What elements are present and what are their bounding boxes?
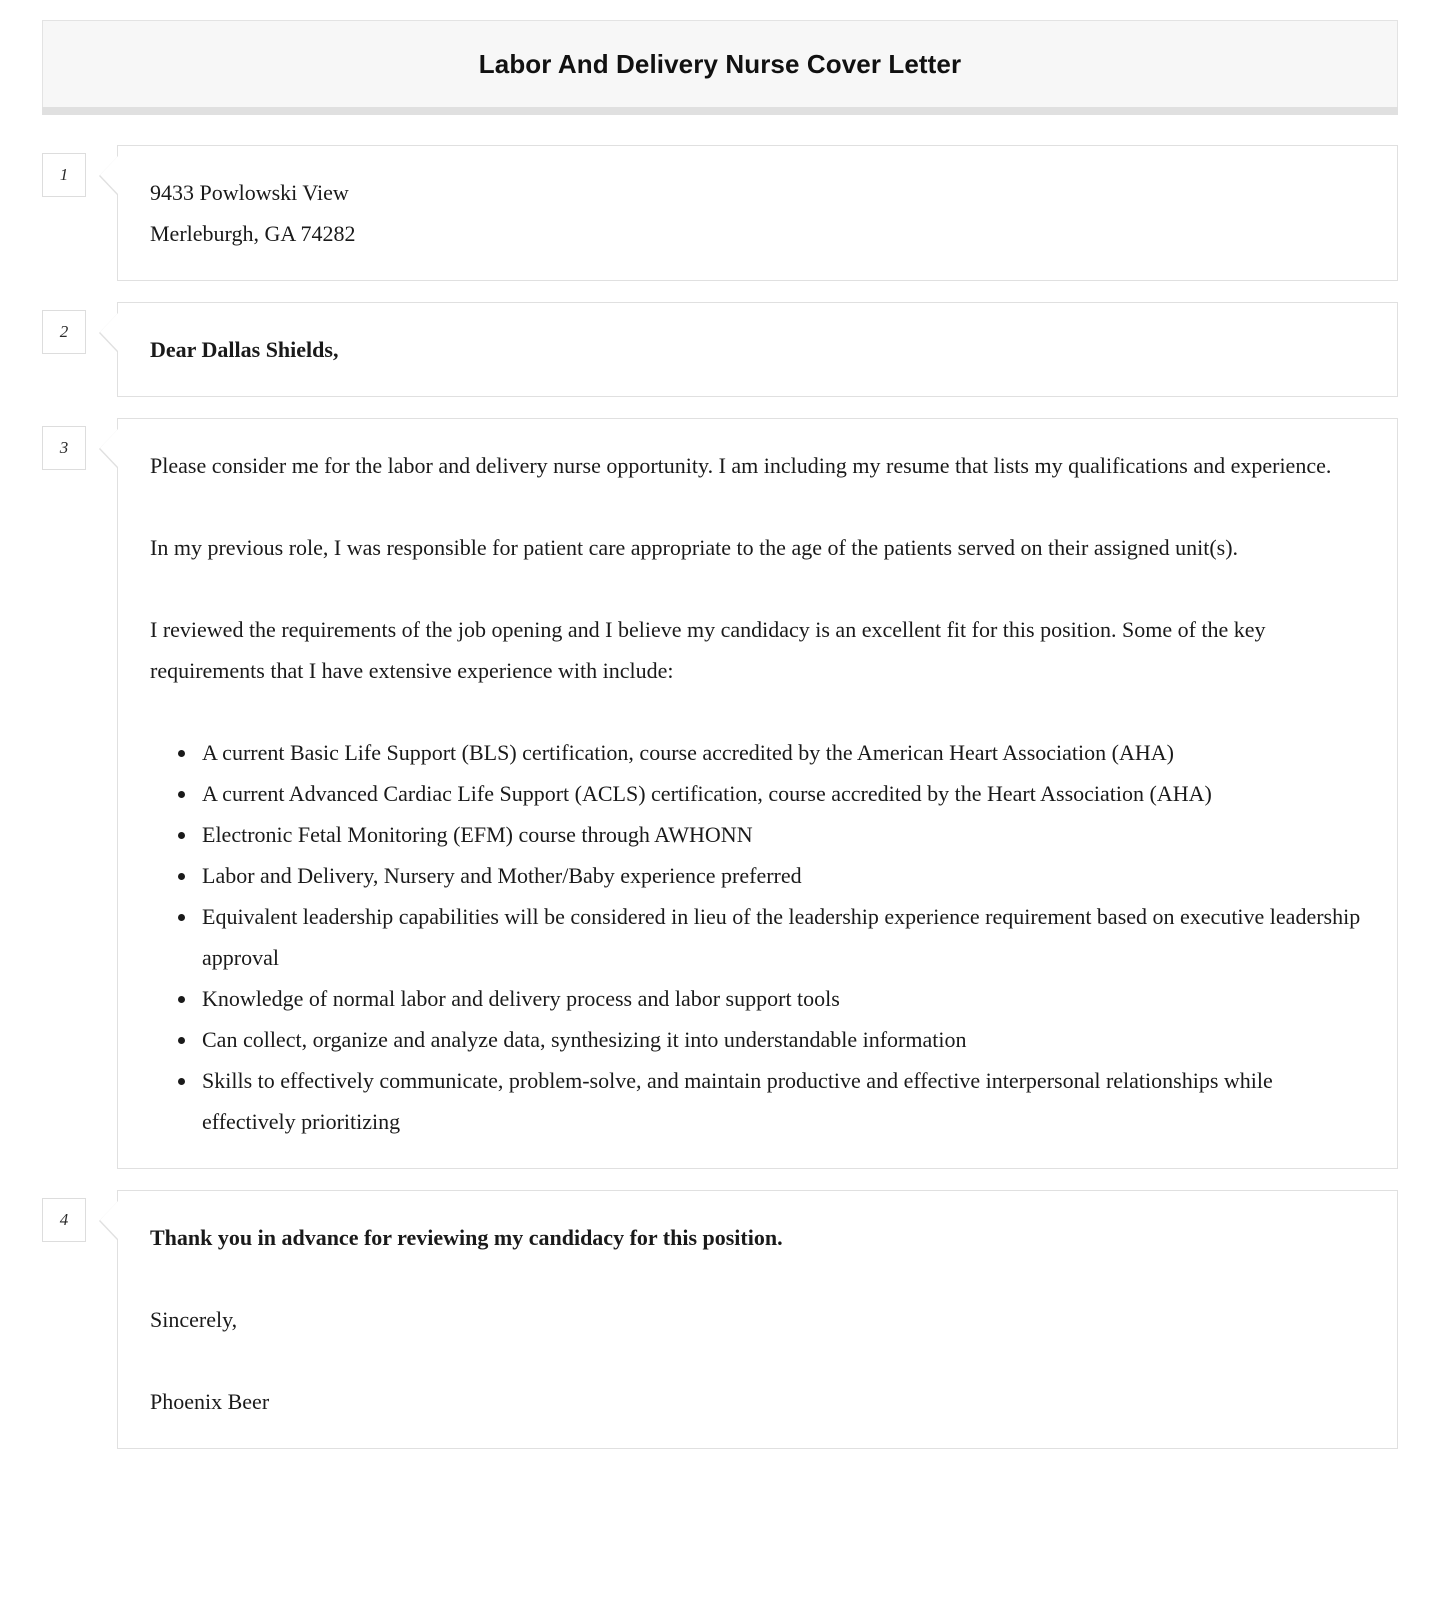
list-item: • Equivalent leadership capabilities will be considered in lieu of the leadership experience requirement based on executive leadership approval <box>198 896 1367 978</box>
address-line-street: 9433 Powlowski View <box>150 180 349 205</box>
page-title: Labor And Delivery Nurse Cover Letter <box>478 48 962 79</box>
thank-you-text: Thank you in advance for reviewing my candidacy for this position. <box>150 1225 783 1250</box>
section-number-badge-2[interactable]: 2 <box>42 310 86 354</box>
body-paragraph-2: In my previous role, I was responsible for patient care appropriate to the age of the patients served on their assigned unit(s). <box>150 535 1239 560</box>
section-number-badge-4[interactable]: 4 <box>42 1198 86 1242</box>
salutation-text: Dear Dallas Shields, <box>150 337 339 362</box>
list-item: • A current Basic Life Support (BLS) certification, course accredited by the American Heart Association (AHA) <box>198 732 1367 773</box>
section-number-badge-3[interactable]: 3 <box>42 426 86 470</box>
address-line-city-state-zip: Merleburgh, GA 74282 <box>150 221 356 246</box>
header-shadow-strip <box>42 107 1398 115</box>
body-paragraph-3: I reviewed the requirements of the job opening and I believe my candidacy is an excellent fit for this position. Some of the key requirements that I have extensive experience with include: <box>150 617 1266 683</box>
body-box[interactable] <box>117 418 1398 1169</box>
section-number-badge-1[interactable]: 1 <box>42 153 86 197</box>
sign-off-text: Sincerely, <box>150 1307 238 1332</box>
signature-name: Phoenix Beer <box>150 1389 270 1414</box>
section-body <box>42 418 1398 1169</box>
section-sender-address <box>42 145 1398 281</box>
document-header <box>42 20 1398 107</box>
body-paragraph-1: Please consider me for the labor and delivery nurse opportunity. I am including my resume that lists my qualifications and experience. <box>150 453 1332 478</box>
list-item: • Skills to effectively communicate, problem-solve, and maintain productive and effective interpersonal relationships while effectively prioritizing <box>198 1060 1367 1142</box>
salutation-box[interactable] <box>117 302 1398 397</box>
list-item: • Electronic Fetal Monitoring (EFM) course through AWHONN <box>198 814 1367 855</box>
list-item: • Can collect, organize and analyze data, synthesizing it into understandable information <box>198 1019 1367 1060</box>
requirements-list <box>150 732 1367 1142</box>
sender-address-box[interactable] <box>117 145 1398 281</box>
list-item: • Labor and Delivery, Nursery and Mother/Baby experience preferred <box>198 855 1367 896</box>
sections-container <box>0 145 1440 1449</box>
section-closing <box>42 1190 1398 1449</box>
section-salutation <box>42 302 1398 397</box>
list-item: • A current Advanced Cardiac Life Support (ACLS) certification, course accredited by the Heart Association (AHA) <box>198 773 1367 814</box>
closing-box[interactable] <box>117 1190 1398 1449</box>
cover-letter-page <box>0 20 1440 1449</box>
list-item: • Knowledge of normal labor and delivery process and labor support tools <box>198 978 1367 1019</box>
